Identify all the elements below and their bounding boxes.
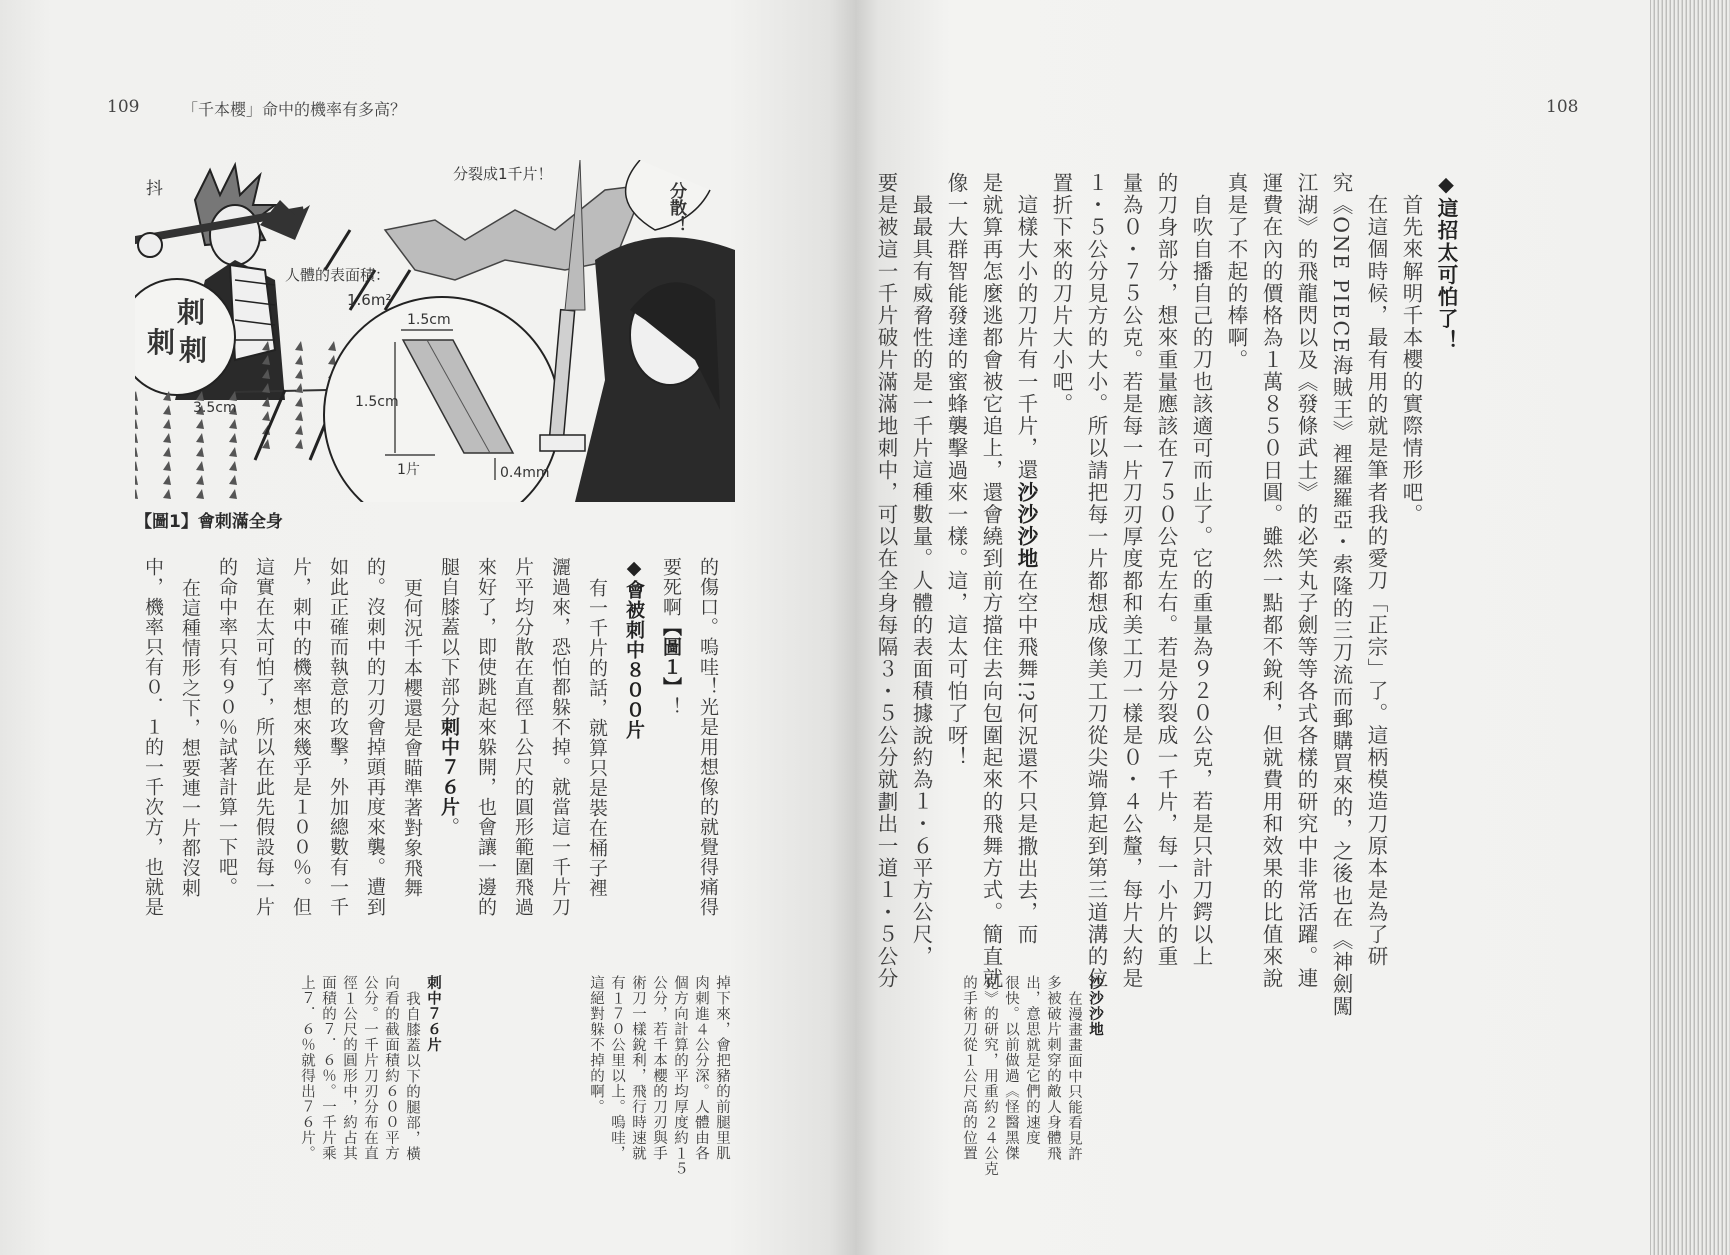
text-segment: 置折下來的刀片大小吧。 (1049, 172, 1073, 416)
text-column (627, 975, 648, 1180)
emphasis-text: 刺中７６片 (438, 717, 460, 817)
text-segment: 在漫畫畫面中只能看見許 (1066, 990, 1082, 1162)
text-column (208, 557, 245, 947)
text-segment: 在這個時候，最有用的就是筆者我的愛刀「正宗」了。這柄模造刀原本是為了研 (1364, 194, 1388, 968)
text-segment: 出，意思就是它們的速度 (1024, 975, 1040, 1146)
text-segment: 這絕對躲不掉的啊。 (588, 975, 604, 1115)
text-column (1042, 975, 1063, 1180)
text-column (1218, 172, 1253, 982)
fragment-mark (196, 419, 204, 429)
emphasis-text: 【圖１】 (660, 617, 682, 697)
text-segment: 來好了，即使跳起來躲開，也會讓一邊的 (475, 557, 497, 917)
text-column (868, 172, 903, 990)
text-segment: 面積的７．６％。一千片乘 (320, 975, 336, 1161)
fragment-mark (229, 419, 237, 429)
text-column (1000, 975, 1021, 1180)
text-segment: 上７．６％就得出７６片。 (299, 975, 315, 1161)
text-segment: 的。沒刺中的刀刃會掉頭再度來襲。遭到 (364, 557, 386, 917)
fragment-mark (163, 475, 171, 485)
text-column (171, 557, 208, 947)
text-segment: 我自膝蓋以下的腿部，橫 (404, 990, 420, 1162)
text-column (689, 557, 726, 947)
left-footnote-continued (585, 975, 732, 1180)
text-column (282, 557, 319, 947)
text-segment: 的傷口。嗚哇！光是用想像的就覺得痛得 (697, 557, 719, 917)
fragment-mark (328, 341, 336, 351)
text-segment: 公分，若千本櫻的刀刃與手 (651, 975, 667, 1161)
text-segment: 很快。以前做過《怪醫黑傑 (1003, 975, 1019, 1161)
fragment-mark (229, 461, 237, 471)
text-column (541, 557, 578, 947)
text-segment: 最最具有威脅性的是一千片這種數量。人體的表面積據說約為１・６平方公尺， (909, 194, 933, 968)
text-segment: 肉刺進４公分深。人體由各 (693, 975, 709, 1161)
text-segment: 像一大群智能發達的蜜蜂襲擊過來一樣。這，這太可怕了呀！ (944, 172, 968, 769)
fragment-mark (163, 461, 171, 471)
text-column (1253, 172, 1288, 990)
text-column (430, 557, 467, 947)
text-segment: 中，機率只有０．１的一千次方，也就是 (142, 557, 164, 917)
fragment-mark (295, 383, 303, 393)
text-column (903, 172, 938, 982)
text-segment: 沙沙沙地 (1087, 975, 1103, 1037)
fragment-mark (295, 369, 303, 379)
stab-sfx: 刺 (179, 334, 208, 367)
emphasis-text: 沙沙沙地 (1014, 481, 1038, 570)
fragment-mark (163, 419, 171, 429)
figure-caption: 【圖1】會刺滿全身 (135, 512, 283, 532)
text-column (669, 975, 690, 1180)
text-column (979, 975, 1000, 1180)
fragment-mark (196, 489, 204, 499)
fragment-mark (229, 475, 237, 485)
fragment-mark (135, 405, 138, 415)
text-segment: 灑過來，恐怕都躲不掉。就當這一千片刀 (549, 557, 571, 917)
text-segment: 術刀一樣銳利，飛行時速就 (630, 975, 646, 1161)
figure-illustration (135, 160, 735, 502)
fragment-mark (135, 475, 138, 485)
text-segment: 有一千片的話，就算只是裝在桶子裡 (586, 577, 608, 898)
fragment-mark (135, 433, 138, 443)
fragment-mark (229, 489, 237, 499)
fragment-mark (135, 419, 138, 429)
text-column (1183, 172, 1218, 982)
text-column (1358, 172, 1393, 982)
fragment-mark (196, 475, 204, 485)
text-segment: 更何況千本櫻還是會瞄準著對象飛舞 (401, 577, 423, 898)
text-segment: 片平均分散在直徑１公尺的圓形範圍飛過 (512, 557, 534, 917)
blade-height-label: 1.5cm (355, 394, 399, 410)
text-column (245, 557, 282, 947)
fragment-mark (163, 433, 171, 443)
text-segment: 的命中率只有９０％試著計算一下吧。 (216, 557, 238, 897)
stab-sfx: 刺 (147, 326, 176, 359)
text-column (578, 557, 615, 947)
fragment-mark (295, 341, 303, 351)
section-heading (1428, 172, 1463, 982)
text-column (1113, 172, 1148, 990)
text-column (652, 557, 689, 947)
fragment-mark (196, 433, 204, 443)
text-segment: ◆會被刺中８００片 (623, 557, 645, 740)
fragment-mark (163, 405, 171, 415)
left-footnote-stab-76 (296, 975, 443, 1180)
right-page (855, 0, 1650, 1255)
section-heading (615, 557, 652, 947)
fragment-mark (295, 397, 303, 407)
fragment-mark (196, 461, 204, 471)
text-segment: 江湖》的飛龍閃以及《發條武士》的必笑丸子劍等等各式各樣的研究中非常活躍。連 (1294, 172, 1318, 990)
text-column (1148, 172, 1183, 982)
text-column (1021, 975, 1042, 1180)
text-segment: 。 (438, 817, 460, 837)
fragment-mark (196, 447, 204, 457)
text-segment: 的刀身部分，想來重量應該在７５０公克左右。若是分裂成一千片，每一小片的重 (1154, 172, 1178, 968)
fragment-mark (262, 411, 270, 421)
stab-sfx: 刺 (177, 296, 206, 329)
text-column (296, 975, 317, 1180)
text-column (338, 975, 359, 1180)
text-column (380, 975, 401, 1180)
text-column (1288, 172, 1323, 990)
text-segment: 刺中７６片 (425, 975, 441, 1053)
text-column (1323, 172, 1358, 1018)
text-segment: 克》的研究，用重約２４公克 (982, 975, 998, 1177)
fragment-mark (135, 461, 138, 471)
text-segment: 有１７０公里以上。嗚哇， (609, 975, 625, 1161)
fragment-mark (295, 355, 303, 365)
text-segment: 在這種情形之下，想要連一片都沒刺 (179, 577, 201, 898)
fragment-mark (135, 447, 138, 457)
text-column (606, 975, 627, 1180)
text-column (648, 975, 669, 1180)
page-number: 109 (107, 97, 140, 117)
text-column (467, 557, 504, 947)
fragment-mark (295, 439, 303, 449)
scatter-shout: 分散！ (666, 182, 686, 233)
text-segment: 究《ONE PIECE海賊王》裡羅羅亞・索隆的三刀流而郵購買來的，之後也在《神劍闖 (1329, 172, 1353, 1018)
section-heading (1084, 975, 1105, 1180)
text-column (134, 557, 171, 947)
text-segment: 要死啊 (660, 557, 682, 617)
spacing-label: 3.5cm (193, 400, 237, 416)
fragment-mark (135, 489, 138, 499)
fragment-mark (163, 447, 171, 457)
text-column (585, 975, 606, 1180)
text-segment: 在空中飛舞!?何況還不只是撒出去，而 (1014, 569, 1038, 946)
fragment-mark (229, 433, 237, 443)
running-title: 「千本櫻」命中的機率有多高？ (182, 100, 407, 119)
text-segment: 多被破片刺穿的敵人身體飛 (1045, 975, 1061, 1161)
text-segment: １・５公分見方的大小。所以請把每一片都想成像美工刀從尖端算起到第三道溝的位 (1084, 172, 1108, 990)
split-label: 分裂成1千片！ (453, 165, 553, 183)
text-column (1063, 975, 1084, 1180)
text-column (690, 975, 711, 1180)
text-column (958, 975, 979, 1180)
right-footnote-shasha (958, 975, 1105, 1180)
text-segment: 如此正確而執意的攻擊，外加總數有一千 (327, 557, 349, 917)
text-segment: 真是了不起的棒啊。 (1224, 172, 1248, 371)
left-body-text (134, 557, 726, 947)
text-column (1008, 172, 1043, 982)
surface-area-label: 人體的表面積： (285, 266, 391, 284)
text-segment: 掉下來，會把豬的前腿里肌 (714, 975, 730, 1161)
blade-width-label: 1.5cm (407, 312, 451, 328)
text-column (401, 975, 422, 1180)
text-segment: 徑１公尺的圓形中，約占其 (341, 975, 357, 1161)
text-column (393, 557, 430, 947)
text-segment: 腿自膝蓋以下部分 (438, 557, 460, 717)
text-segment: 這樣大小的刀片有一千片，還 (1014, 194, 1038, 482)
text-segment: 是就算再怎麼逃都會被它追上，還會繞到前方擋住去向包圍起來的飛舞方式。簡直就 (979, 172, 1003, 990)
fragment-mark (295, 425, 303, 435)
page-number: 108 (1546, 97, 1579, 117)
text-segment: ！ (660, 697, 682, 717)
text-segment: 量為０・７５公克。若是每一片刀刃厚度都和美工刀一樣是０・４公釐，每片大約是 (1119, 172, 1143, 990)
text-segment: 這實在太可怕了，所以在此先假設每一片 (253, 557, 275, 917)
text-column (317, 975, 338, 1180)
text-column (1393, 172, 1428, 982)
text-segment: 自吹自播自己的刀也該適可而止了。它的重量為９２０公克，若是只計刀鍔以上 (1189, 194, 1213, 968)
text-column (938, 172, 973, 982)
fragment-mark (163, 489, 171, 499)
text-column (1043, 172, 1078, 982)
fragment-mark (295, 411, 303, 421)
text-column (711, 975, 732, 1180)
thickness-label: 0.4mm (500, 465, 550, 481)
text-column (504, 557, 541, 947)
page-edges (1650, 0, 1730, 1255)
text-segment: 個方向計算的平均厚度約１５ (672, 975, 688, 1177)
text-column (319, 557, 356, 947)
text-column (973, 172, 1008, 990)
shiver-sfx: 抖 (146, 179, 163, 199)
left-page (0, 0, 855, 1255)
right-body-text (868, 172, 1463, 1018)
text-segment: 向看的截面積約６００平方 (383, 975, 399, 1161)
text-segment: ◆這招太可怕了！ (1434, 172, 1458, 353)
text-segment: 片，刺中的機率想來幾乎是１００％。但 (290, 557, 312, 917)
fragment-mark (135, 391, 138, 401)
fragment-mark (229, 447, 237, 457)
text-segment: 首先來解明千本櫻的實際情形吧。 (1399, 194, 1423, 526)
text-segment: 要是被這一千片破片滿滿地刺中，可以在全身每隔３・５公分就劃出一道１・５公分 (874, 172, 898, 990)
section-heading (422, 975, 443, 1180)
text-segment: 公分。一千片刀刃分布在直 (362, 975, 378, 1161)
text-column (356, 557, 393, 947)
text-column (1078, 172, 1113, 990)
surface-area-value: 1.6m² (347, 291, 392, 309)
text-segment: 的手術刀從１公尺高的位置 (961, 975, 977, 1161)
text-column (359, 975, 380, 1180)
one-piece-label: 1片 (397, 462, 420, 478)
text-segment: 運費在內的價格為１萬８５０日圓。雖然一點都不銳利，但就費用和效果的比值來說 (1259, 172, 1283, 990)
